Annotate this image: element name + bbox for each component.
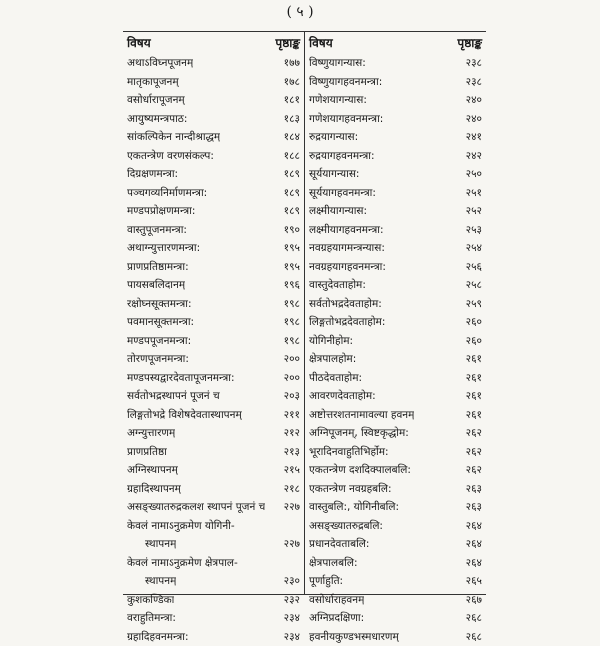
toc-entry <box>305 332 486 351</box>
toc-left-column <box>123 32 305 594</box>
toc-entry-page: १८९ <box>280 184 300 203</box>
toc-entry-title: सर्वतोभद्रदेवताहोम: <box>309 295 382 314</box>
toc-entry <box>123 572 304 591</box>
toc-entry <box>123 147 304 166</box>
toc-entry-page: १८९ <box>280 202 300 221</box>
toc-entry-page: १९५ <box>280 258 300 277</box>
toc-entry-page: २५६ <box>462 258 482 277</box>
toc-entry <box>123 184 304 203</box>
toc-entry-page: १९६ <box>280 276 300 295</box>
toc-entry-title: लक्ष्मीयागहवनमन्त्रा: <box>309 221 384 240</box>
toc-entry <box>305 443 486 462</box>
subject-header: विषय <box>127 32 151 54</box>
toc-entry-page: २४० <box>462 91 482 110</box>
toc-entry-title: पायसबलिदानम् <box>127 276 185 295</box>
page-header: पृष्ठाङ्क <box>275 32 300 54</box>
toc-entry <box>305 461 486 480</box>
toc-entry <box>123 498 304 517</box>
toc-entry-page: २३४ <box>280 609 300 628</box>
toc-entry <box>123 609 304 628</box>
toc-entry-title: वसोर्धाराहवनम् <box>309 591 364 610</box>
toc-entry-page: २४० <box>462 110 482 129</box>
toc-entry-title: विष्णुयागन्यास: <box>309 54 366 73</box>
toc-entry <box>305 221 486 240</box>
toc-entry <box>123 554 304 573</box>
page-number: ( ५ ) <box>0 2 600 21</box>
column-header <box>305 32 486 54</box>
toc-entry-page <box>296 554 300 573</box>
toc-entry-page: २२७ <box>280 535 300 554</box>
toc-entry-title: केवलं नामाऽनुक्रमेण क्षेत्रपाल- <box>127 554 238 573</box>
toc-entry <box>305 276 486 295</box>
toc-entry-page: २६२ <box>462 424 482 443</box>
toc-entry <box>305 628 486 646</box>
page-header: पृष्ठाङ्क <box>457 32 482 54</box>
toc-entry-title: वास्तुदेवताहोम: <box>309 276 366 295</box>
toc-entry <box>305 91 486 110</box>
toc-entry <box>305 387 486 406</box>
toc-entry-title: असङ्ख्यातरुद्रबलि: <box>309 517 383 536</box>
toc-entry-page: २६३ <box>462 498 482 517</box>
toc-entry-title: वसोर्धारापूजनम् <box>127 91 185 110</box>
toc-entry-title: आयुष्यमन्त्रपाठ: <box>127 110 187 129</box>
toc-entry-title: हवनीयकुण्डभस्मधारणम् <box>309 628 399 646</box>
toc-entry <box>123 387 304 406</box>
toc-entry-page: २५३ <box>462 221 482 240</box>
toc-entry-page: २६० <box>462 313 482 332</box>
toc-entry-title: पवमानसूक्तमन्त्रा: <box>127 313 194 332</box>
toc-entry-page: १८१ <box>280 91 300 110</box>
column-header <box>123 32 304 54</box>
toc-entry <box>305 498 486 517</box>
toc-entry-page: १८९ <box>280 165 300 184</box>
toc-entry-page: २५८ <box>462 276 482 295</box>
toc-entry <box>123 239 304 258</box>
toc-entry <box>123 73 304 92</box>
toc-entry-page: २६१ <box>462 369 482 388</box>
toc-entry <box>123 110 304 129</box>
toc-entry-page: २३४ <box>280 628 300 646</box>
toc-entry-page: २६५ <box>462 572 482 591</box>
toc-entry-title: अथाग्न्युत्तारणमन्त्रा: <box>127 239 200 258</box>
toc-entry-title: ग्रहादिहवनमन्त्रा: <box>127 628 189 646</box>
toc-entry-title: सांकल्पिकेन नान्दीश्राद्धम् <box>127 128 220 147</box>
toc-entry-title: वास्तुपूजनमन्त्रा: <box>127 221 187 240</box>
toc-entry-title: पूर्णाहुति: <box>309 572 343 591</box>
toc-entry-page: २३२ <box>280 591 300 610</box>
toc-entry <box>123 91 304 110</box>
toc-entry-title: अग्निपूजनम्, स्विष्टकृद्धोम: <box>309 424 409 443</box>
toc-entry <box>123 313 304 332</box>
toc-entry-title: अष्टोत्तरशतनामावल्या हवनम् <box>309 406 414 425</box>
toc-entry <box>305 295 486 314</box>
toc-entry-title: क्षेत्रपालहोम: <box>309 350 356 369</box>
toc-entry-title: एकतन्त्रेण वरणसंकल्प: <box>127 147 214 166</box>
toc-entry <box>123 517 304 536</box>
toc-entry-title: तोरणपूजनमन्त्रा: <box>127 350 189 369</box>
toc-entry-title: एकतन्त्रेण नवग्रहबलि: <box>309 480 392 499</box>
toc-entry <box>123 332 304 351</box>
toc-entry-page: २११ <box>280 406 300 425</box>
toc-entry <box>123 369 304 388</box>
toc-entry-page: २४१ <box>462 128 482 147</box>
toc-entry-page: २६७ <box>462 591 482 610</box>
toc-entry-page: १८४ <box>280 128 300 147</box>
toc-entry <box>305 424 486 443</box>
toc-entry <box>305 369 486 388</box>
toc-entry-title: कुशकण्डिका <box>127 591 174 610</box>
toc-entry-page: २६८ <box>462 628 482 646</box>
toc-entry-page: २५० <box>462 165 482 184</box>
toc-entry <box>305 554 486 573</box>
toc-entry <box>123 295 304 314</box>
toc-entry-title: योगिनीहोम: <box>309 332 353 351</box>
toc-entry-page: २६१ <box>462 406 482 425</box>
toc-entry-title: विष्णुयागहवनमन्त्रा: <box>309 73 382 92</box>
toc-entry <box>123 424 304 443</box>
toc-entry <box>305 572 486 591</box>
table-of-contents <box>123 31 486 595</box>
toc-entry-page: २०० <box>280 369 300 388</box>
toc-entry-page: २६२ <box>462 443 482 462</box>
toc-entry <box>305 128 486 147</box>
toc-entry <box>123 406 304 425</box>
toc-entry-title: लिङ्गतोभद्रदेवताहोम: <box>309 313 385 332</box>
toc-entry-page: २६१ <box>462 350 482 369</box>
toc-entry-title: गणेशयागन्यास: <box>309 91 367 110</box>
toc-entry-title: प्रधानदेवताबलि: <box>309 535 369 554</box>
toc-right-list <box>305 54 486 646</box>
toc-entry-page: २६२ <box>462 461 482 480</box>
toc-entry <box>305 184 486 203</box>
toc-entry-title: लक्ष्मीयागन्यास: <box>309 202 367 221</box>
toc-entry-title: गणेशयागहवनमन्त्रा: <box>309 110 383 129</box>
toc-entry-title: पीठदेवताहोम: <box>309 369 362 388</box>
toc-entry <box>305 165 486 184</box>
toc-entry <box>305 609 486 628</box>
toc-entry-page: १९८ <box>280 332 300 351</box>
toc-entry-title: भूरादिनवाहुतिभिर्होम: <box>309 443 389 462</box>
toc-entry-title: अग्निस्थापनम् <box>127 461 178 480</box>
toc-entry-page: २५१ <box>462 184 482 203</box>
toc-entry-page: २६० <box>462 332 482 351</box>
toc-right-column <box>305 32 486 594</box>
toc-entry-title: प्राणप्रतिष्ठामन्त्रा: <box>127 258 189 277</box>
toc-entry-title: स्थापनम् <box>127 535 176 554</box>
toc-entry-title: सर्वतोभद्रस्थापनं पूजनं च <box>127 387 220 406</box>
toc-entry <box>305 110 486 129</box>
toc-entry-page: २६४ <box>462 535 482 554</box>
toc-entry-title: सूर्ययागन्यास: <box>309 165 359 184</box>
toc-entry-page: २३० <box>280 572 300 591</box>
toc-entry-page: २४२ <box>462 147 482 166</box>
toc-entry-title: क्षेत्रपालबलि: <box>309 554 358 573</box>
toc-entry <box>305 73 486 92</box>
toc-entry <box>123 461 304 480</box>
toc-entry-page: १८३ <box>280 110 300 129</box>
toc-entry-page: १९० <box>280 221 300 240</box>
toc-entry-title: मण्डपप्रोक्षणमन्त्रा: <box>127 202 195 221</box>
toc-entry <box>123 480 304 499</box>
toc-entry <box>123 54 304 73</box>
subject-header: विषय <box>309 32 333 54</box>
toc-entry-page: २५२ <box>462 202 482 221</box>
toc-entry-page: २३८ <box>462 54 482 73</box>
toc-entry-title: वराहुतिमन्त्रा: <box>127 609 176 628</box>
toc-entry-page: २०३ <box>280 387 300 406</box>
toc-entry <box>123 628 304 646</box>
toc-entry-page: २१५ <box>280 461 300 480</box>
toc-entry-title: मण्डपस्यद्वारदेवतापूजनमन्त्रा: <box>127 369 235 388</box>
toc-entry-page: २१२ <box>280 424 300 443</box>
toc-entry-title: अग्निप्रदक्षिणा: <box>309 609 364 628</box>
toc-entry <box>305 202 486 221</box>
toc-entry-title: दिग्रक्षणमन्त्रा: <box>127 165 178 184</box>
toc-entry-page: २६३ <box>462 480 482 499</box>
toc-entry-page: २६४ <box>462 554 482 573</box>
toc-entry <box>123 202 304 221</box>
toc-entry-title: केवलं नामाऽनुक्रमेण योगिनी- <box>127 517 235 536</box>
toc-entry-title: रुद्रयागन्यास: <box>309 128 358 147</box>
toc-entry-title: मातृकापूजनम् <box>127 73 179 92</box>
toc-entry-title: पञ्चगव्यनिर्माणमन्त्रा: <box>127 184 207 203</box>
toc-entry-page: २६८ <box>462 609 482 628</box>
toc-entry-title: अग्न्युत्तारणम् <box>127 424 175 443</box>
toc-entry <box>305 54 486 73</box>
toc-entry-title: सूर्ययागहवनमन्त्रा: <box>309 184 376 203</box>
toc-entry-title: स्थापनम् <box>127 572 176 591</box>
toc-left-list <box>123 54 304 646</box>
toc-entry-page: १८८ <box>280 147 300 166</box>
toc-entry-title: अथाऽविघ्नपूजनम् <box>127 54 193 73</box>
toc-entry <box>123 258 304 277</box>
toc-entry-title: असङ्ख्यातरुद्रकलश स्थापनं पूजनं च <box>127 498 265 517</box>
toc-entry <box>305 239 486 258</box>
toc-entry-page: २२७ <box>280 498 300 517</box>
toc-entry <box>305 480 486 499</box>
toc-entry <box>123 276 304 295</box>
toc-entry-page: २६४ <box>462 517 482 536</box>
toc-entry-page: २६१ <box>462 387 482 406</box>
toc-entry-page: २१३ <box>280 443 300 462</box>
toc-entry <box>123 165 304 184</box>
toc-entry <box>305 313 486 332</box>
toc-entry-page <box>296 517 300 536</box>
toc-entry-page: १७७ <box>280 54 300 73</box>
toc-entry-title: एकतन्त्रेण दशदिक्पालबलि: <box>309 461 411 480</box>
toc-entry <box>305 258 486 277</box>
toc-entry-title: नवग्रहयागमन्त्रन्यास: <box>309 239 385 258</box>
toc-entry-title: रक्षोघ्नसूक्तमन्त्रा: <box>127 295 192 314</box>
toc-entry-page: २१८ <box>280 480 300 499</box>
toc-entry-title: वास्तुबलि:, योगिनीबलि: <box>309 498 399 517</box>
toc-entry-page: १७८ <box>280 73 300 92</box>
toc-entry-page: २०० <box>280 350 300 369</box>
toc-entry <box>123 128 304 147</box>
toc-entry <box>123 350 304 369</box>
toc-entry-page: १९५ <box>280 239 300 258</box>
toc-entry <box>305 350 486 369</box>
toc-entry <box>305 517 486 536</box>
toc-entry-title: ग्रहादिस्थापनम् <box>127 480 181 499</box>
toc-entry-page: २५९ <box>462 295 482 314</box>
toc-entry-page: २५४ <box>462 239 482 258</box>
toc-entry <box>123 221 304 240</box>
toc-entry-title: आवरणदेवताहोम: <box>309 387 376 406</box>
toc-entry-page: २३८ <box>462 73 482 92</box>
toc-entry-title: नवग्रहयागहवनमन्त्रा: <box>309 258 386 277</box>
toc-entry <box>305 147 486 166</box>
toc-entry-title: रुद्रयागहवनमन्त्रा: <box>309 147 375 166</box>
toc-entry-title: प्राणप्रतिष्ठा <box>127 443 167 462</box>
toc-entry-title: लिङ्गतोभद्रे विशेषदेवतास्थापनम् <box>127 406 242 425</box>
toc-entry <box>305 406 486 425</box>
toc-entry-page: १९८ <box>280 295 300 314</box>
toc-entry <box>123 443 304 462</box>
toc-entry <box>305 535 486 554</box>
toc-entry <box>123 535 304 554</box>
toc-entry-title: मण्डपपूजनमन्त्रा: <box>127 332 191 351</box>
toc-entry-page: १९८ <box>280 313 300 332</box>
